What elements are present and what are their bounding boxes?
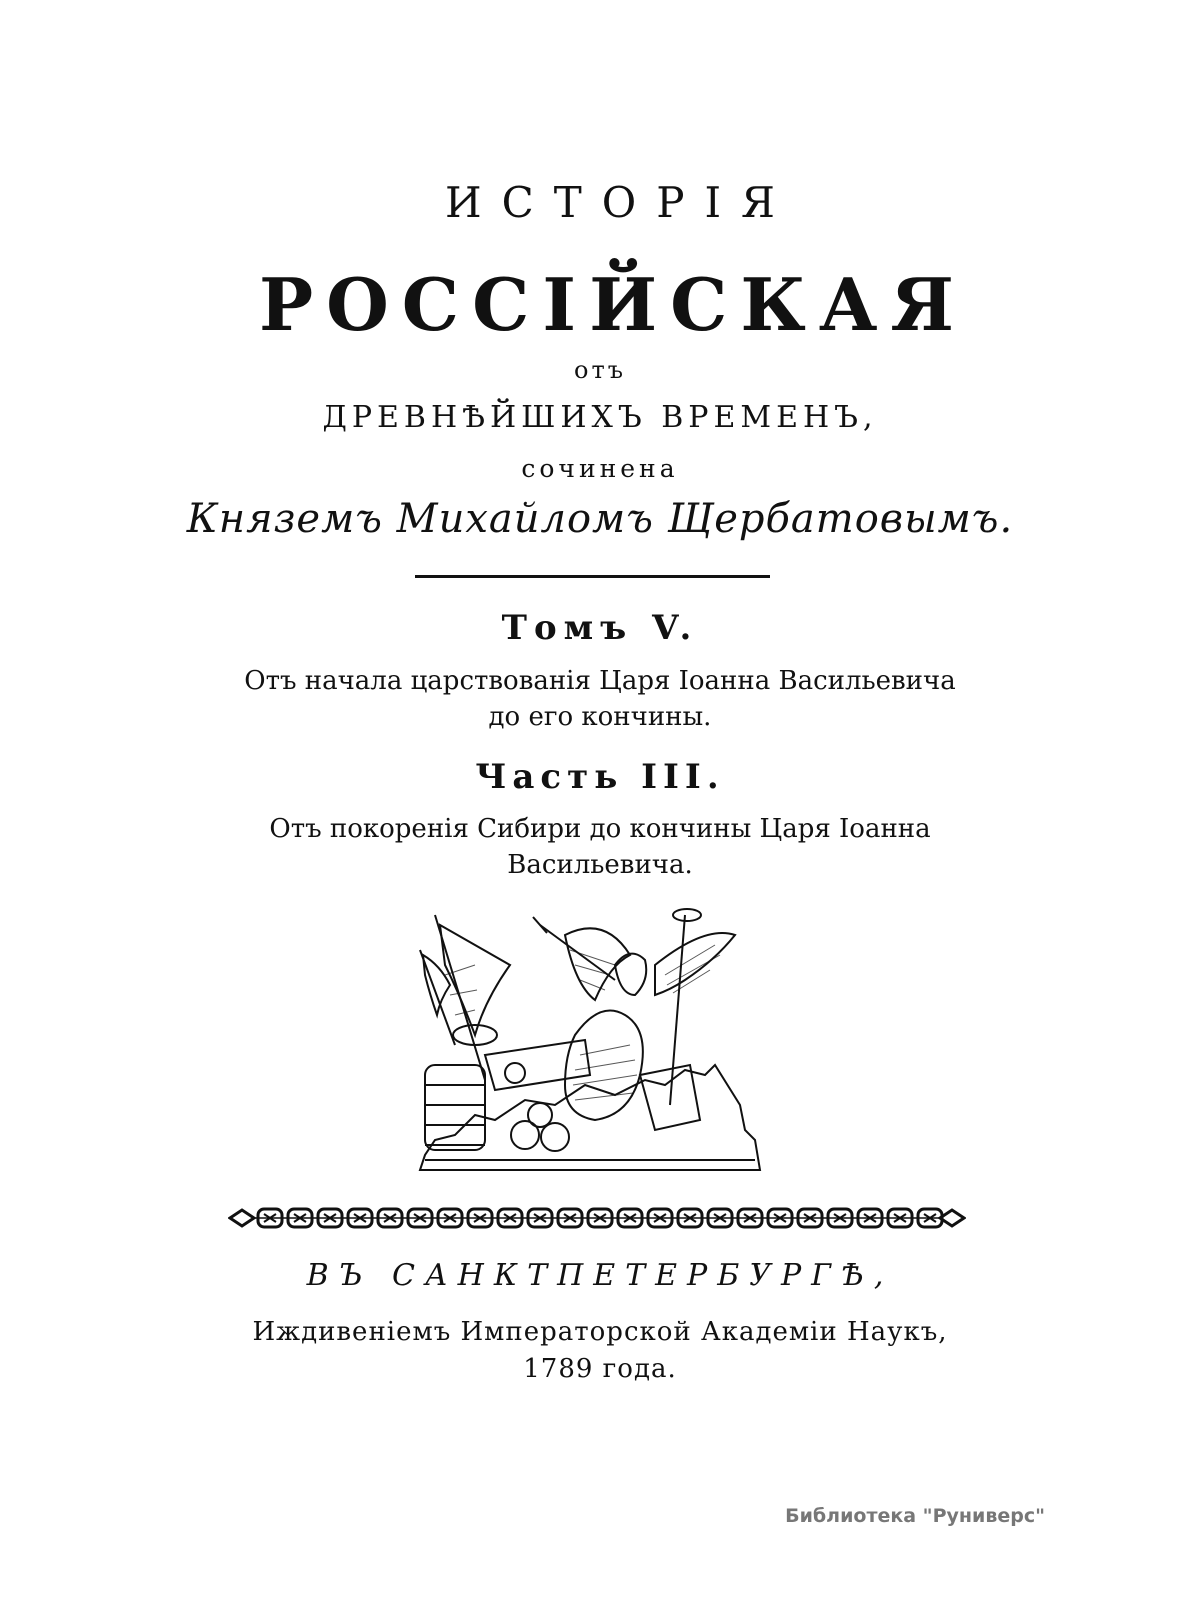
chain-ornament-icon [228, 1200, 966, 1236]
title-line-from: отъ [574, 356, 626, 384]
imprint-year: 1789 года. [523, 1354, 677, 1384]
divider-rule [415, 575, 770, 578]
part-heading: Часть III. [475, 757, 725, 797]
title-line-composed: сочинена [521, 454, 679, 483]
volume-subtitle-line-2: до его кончины. [488, 702, 712, 732]
volume-subtitle-line-1: Отъ начала царствованія Царя Іоанна Васильевича [244, 666, 956, 696]
volume-heading: Томъ V. [501, 608, 699, 648]
author-line: Княземъ Михайломъ Щербатовымъ. [186, 496, 1014, 542]
title-line-ancient-times: ДРЕВНѢЙШИХЪ ВРЕМЕНЪ, [322, 400, 878, 435]
library-watermark: Библиотека "Руниверс" [785, 1505, 1045, 1527]
title-line-russian: РОССІЙСКАЯ [258, 262, 968, 347]
title-line-history: ИСТОРІЯ [445, 178, 795, 227]
part-subtitle-line-1: Отъ покоренія Сибири до кончины Царя Іоанна [269, 814, 931, 844]
imprint-publisher: Иждивеніемъ Императорской Академіи Наукъ, [252, 1317, 948, 1347]
part-subtitle-line-2: Васильевича. [507, 850, 693, 880]
imprint-city: ВЪ САНКТПЕТЕРБУРГѢ, [306, 1258, 894, 1293]
allegorical-vignette-icon [415, 905, 765, 1175]
